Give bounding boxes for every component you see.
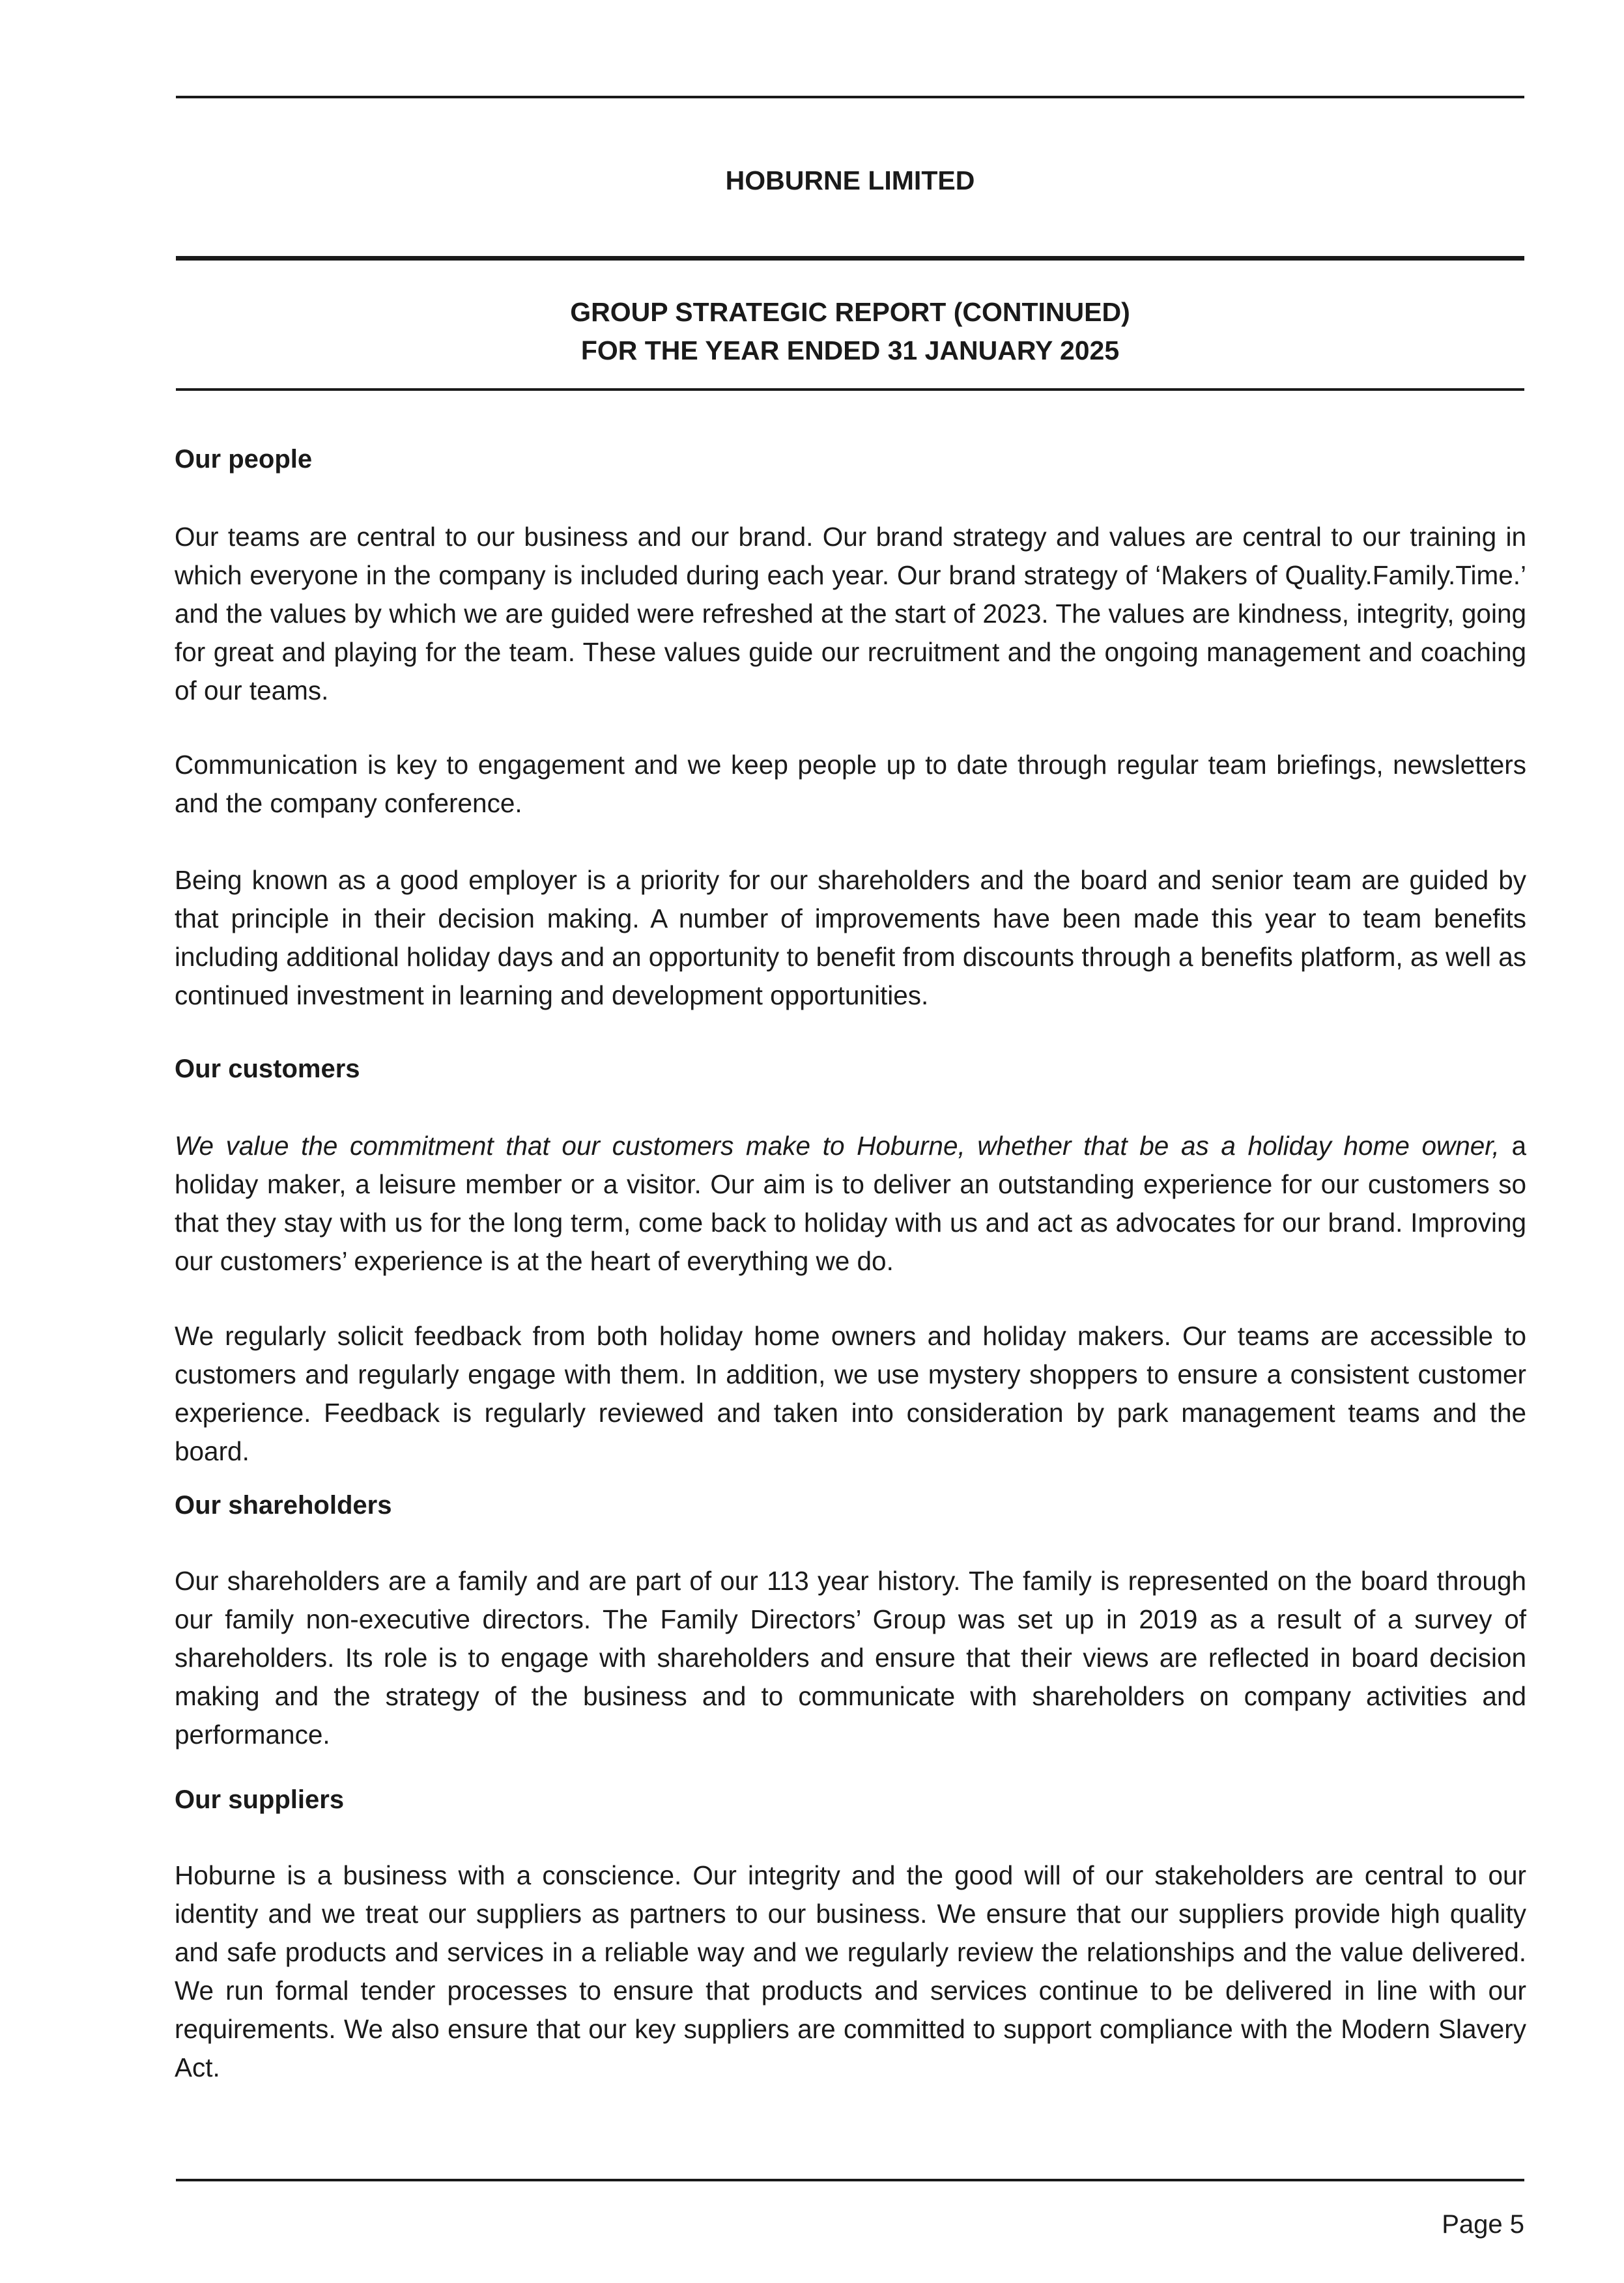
shareholders-paragraph-1: Our shareholders are a family and are part of our 113 year history. The family is represented on the board through our family non-executive directors. The Family Directors’ Group was set up in 2019 as a result of a survey of shareholders. Its role is to engage with shareholders and ensure that their views are reflected in board decision making and the strategy of the business and to communicate with shareholders on company activities and performance.: [175, 1566, 1526, 1750]
section-heading-shareholders: Our shareholders: [175, 1491, 392, 1520]
report-title: GROUP STRATEGIC REPORT (CONTINUED): [570, 297, 1130, 327]
suppliers-paragraph-1: Hoburne is a business with a conscience. Our integrity and the good will of our stakeholders are central to our identity and we treat our suppliers as partners to our business. We ensure that our suppliers provide high quality and safe products and services in a reliable way and we regularly review the relationships and the value delivered. We run formal tender processes to ensure that products and services continue to be delivered in line with our requirements. We also ensure that our key suppliers are committed to support compliance with the Modern Slavery Act.: [175, 1860, 1526, 2082]
customers-paragraph-1-rest: a holiday maker, a leisure member or a visitor. Our aim is to deliver an outstanding experience for our customers so that they stay with us for the long term, come back to holiday with us and act as advocates for our brand. Improving our customers’ experience is at the heart of everything we do.: [175, 1131, 1526, 1276]
people-paragraph-3: Being known as a good employer is a priority for our shareholders and the board and senior team are guided by that principle in their decision making. A number of improvements have been made this year to team benefits including additional holiday days and an opportunity to benefit from discounts through a benefits platform, as well as continued investment in learning and development opportunities.: [175, 865, 1526, 1010]
section-heading-suppliers: Our suppliers: [175, 1785, 345, 1814]
page-number: Page 5: [1442, 2210, 1524, 2239]
customers-paragraph-1: [175, 1127, 1526, 1281]
customers-paragraph-1-lead: We value the commitment that our customers make to Hoburne, whether that be as a holiday home owner,: [175, 1131, 1500, 1161]
report-period: FOR THE YEAR ENDED 31 JANUARY 2025: [580, 335, 1120, 365]
header-mid-rule: [176, 256, 1524, 261]
section-heading-customers: Our customers: [175, 1055, 360, 1083]
section-heading-people: Our people: [175, 445, 313, 474]
company-name: HOBURNE LIMITED: [725, 165, 975, 195]
people-paragraph-2: Communication is key to engagement and we keep people up to date through regular team briefings, newsletters and the company conference.: [175, 750, 1526, 818]
header-top-rule: [176, 96, 1524, 98]
header-bottom-rule: [176, 388, 1524, 391]
footer-rule: [176, 2179, 1524, 2181]
customers-paragraph-2: We regularly solicit feedback from both holiday home owners and holiday makers. Our teams are accessible to customers and regularly engage with them. In addition, we use mystery shoppers to ensure a consistent customer experience. Feedback is regularly reviewed and taken into consideration by park management teams and the board.: [175, 1321, 1526, 1466]
people-paragraph-1: Our teams are central to our business and our brand. Our brand strategy and values are central to our training in which everyone in the company is included during each year. Our brand strategy of ‘Makers of Quality.Family.Time.’ and the values by which we are guided were refreshed at the start of 2023. The values are kindness, integrity, going for great and playing for the team. These values guide our recruitment and the ongoing management and coaching of our teams.: [175, 522, 1526, 705]
